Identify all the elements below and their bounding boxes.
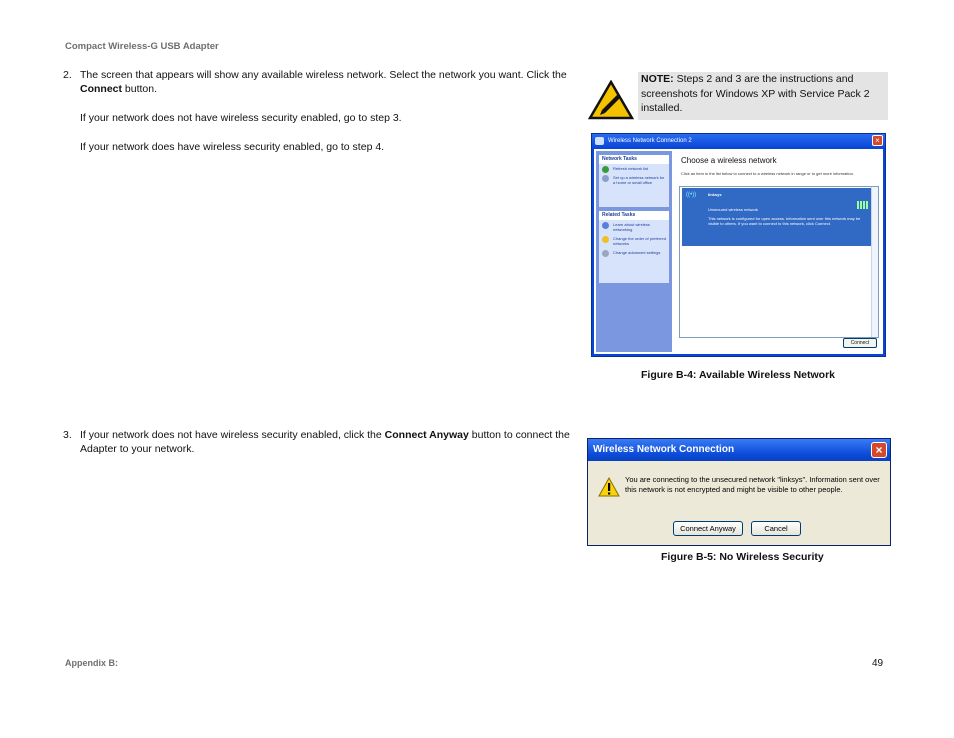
chooser-description: Click an item in the list below to connect to a wireless network in range or to get more information. bbox=[681, 171, 854, 176]
page-number: 49 bbox=[872, 658, 884, 669]
note-box bbox=[638, 72, 888, 120]
help-icon bbox=[602, 222, 609, 229]
figure-b5-caption: Figure B-5: No Wireless Security bbox=[661, 551, 824, 563]
figure-b5-screenshot bbox=[587, 438, 891, 546]
change-order-link[interactable]: Change the order of preferred networks bbox=[599, 234, 669, 248]
chooser-title: Choose a wireless network bbox=[681, 156, 777, 165]
antenna-icon: ((•)) bbox=[686, 192, 697, 198]
dialog-title-bar: Wireless Network Connection × bbox=[588, 439, 890, 461]
step-2-instruction: The screen that appears will show any available wireless network. Select the network you want. Click the Connect button. bbox=[80, 69, 567, 95]
settings-icon bbox=[602, 250, 609, 257]
step-number: 2. bbox=[63, 69, 72, 81]
wireless-icon bbox=[595, 137, 604, 145]
step-2 bbox=[63, 68, 573, 169]
connect-button[interactable]: Connect bbox=[843, 338, 877, 348]
warning-icon bbox=[598, 477, 620, 497]
footer-section: Appendix B: bbox=[65, 658, 118, 668]
note-label: NOTE: bbox=[641, 73, 674, 85]
window-title-bar: Wireless Network Connection 2 × bbox=[592, 134, 885, 148]
network-setup-icon bbox=[602, 175, 609, 182]
related-tasks-panel: Related Tasks Learn about wireless networking Change the order of preferred networks Change advanced settings bbox=[599, 211, 669, 283]
signal-strength-icon bbox=[857, 201, 869, 209]
close-icon[interactable]: × bbox=[872, 135, 883, 146]
connect-anyway-button[interactable]: Connect Anyway bbox=[673, 521, 743, 536]
network-list[interactable] bbox=[679, 186, 879, 338]
figure-b4-caption: Figure B-4: Available Wireless Network bbox=[641, 369, 836, 381]
dialog-message: You are connecting to the unsecured network "linksys". Information sent over this network is not encrypted and might be visible to other people. bbox=[625, 475, 880, 494]
window-body bbox=[594, 149, 883, 354]
network-item-linksys[interactable]: ((•)) linksys Unsecured wireless network This network is configured for open access. Information sent over this network may be visible to others. If you want to connect to this network, click Connect. bbox=[682, 188, 872, 246]
step-3-instruction: If your network does not have wireless security enabled, click the Connect Anyway button to connect the Adapter to your network. bbox=[80, 429, 570, 455]
network-chooser bbox=[676, 151, 881, 352]
close-icon[interactable]: × bbox=[871, 442, 887, 458]
document-header: Compact Wireless-G USB Adapter bbox=[65, 41, 219, 52]
setup-wireless-network-link[interactable]: Set up a wireless network for a home or small office bbox=[599, 173, 669, 187]
cancel-button[interactable]: Cancel bbox=[751, 521, 801, 536]
step-2-with-security: If your network does have wireless security enabled, go to step 4. bbox=[80, 141, 385, 153]
change-advanced-settings-link[interactable]: Change advanced settings bbox=[599, 248, 669, 257]
note-pencil-icon bbox=[588, 80, 634, 120]
task-sidebar bbox=[596, 151, 672, 352]
step-3 bbox=[63, 428, 573, 456]
star-icon bbox=[602, 236, 609, 243]
refresh-network-list-link[interactable]: Refresh network list bbox=[599, 164, 669, 173]
note-text: Steps 2 and 3 are the instructions and screenshots for Windows XP with Service Pack 2 installed. bbox=[641, 73, 870, 114]
refresh-icon bbox=[602, 166, 609, 173]
step-number: 3. bbox=[63, 429, 72, 441]
step-2-no-security: If your network does not have wireless security enabled, go to step 3. bbox=[80, 112, 402, 124]
learn-wireless-link[interactable]: Learn about wireless networking bbox=[599, 220, 669, 234]
figure-b4-screenshot bbox=[591, 133, 886, 357]
scrollbar[interactable] bbox=[871, 187, 878, 337]
network-tasks-panel: Network Tasks Refresh network list Set up a wireless network for a home or small office bbox=[599, 155, 669, 207]
